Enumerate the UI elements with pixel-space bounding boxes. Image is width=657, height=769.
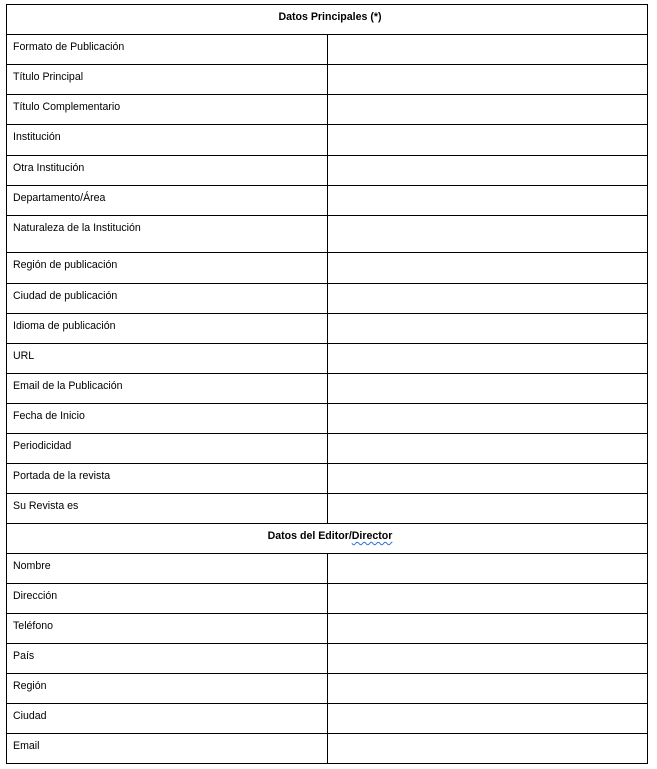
table-row [7,614,648,644]
field-value-input[interactable] [327,554,648,584]
table-row [7,156,648,186]
section-header-row-principal [7,5,648,35]
table-row [7,374,648,404]
table-row [7,253,648,284]
table-row [7,584,648,614]
field-label: Ciudad [7,704,328,734]
field-value-input[interactable] [327,584,648,614]
table-row [7,314,648,344]
table-row [7,35,648,65]
field-value-input[interactable] [327,156,648,186]
field-label: Naturaleza de la Institución [7,216,328,253]
field-value-input[interactable] [327,253,648,284]
table-row [7,125,648,156]
field-label: Teléfono [7,614,328,644]
table-row [7,95,648,125]
field-value-input[interactable] [327,284,648,314]
table-row [7,554,648,584]
section-title-editor-prefix: Datos del Editor/ [267,530,352,542]
table-row [7,644,648,674]
journal-data-table [6,4,648,764]
field-value-input[interactable] [327,404,648,434]
field-value-input[interactable] [327,644,648,674]
field-value-input[interactable] [327,494,648,524]
field-label: País [7,644,328,674]
field-value-input[interactable] [327,35,648,65]
field-value-input[interactable] [327,734,648,764]
field-label: Su Revista es [7,494,328,524]
field-label: URL [7,344,328,374]
section-title-editor [7,524,648,554]
field-value-input[interactable] [327,374,648,404]
table-row [7,216,648,253]
table-row [7,404,648,434]
field-value-input[interactable] [327,344,648,374]
field-label: Formato de Publicación [7,35,328,65]
table-row [7,65,648,95]
table-row [7,434,648,464]
field-label: Email de la Publicación [7,374,328,404]
table-row [7,464,648,494]
table-row [7,494,648,524]
field-label: Institución [7,125,328,156]
field-label: Título Complementario [7,95,328,125]
field-value-input[interactable] [327,674,648,704]
field-label: Email [7,734,328,764]
table-row [7,344,648,374]
field-value-input[interactable] [327,186,648,216]
field-label: Portada de la revista [7,464,328,494]
field-value-input[interactable] [327,125,648,156]
table-row [7,284,648,314]
table-row [7,186,648,216]
field-value-input[interactable] [327,434,648,464]
table-row [7,704,648,734]
field-label: Periodicidad [7,434,328,464]
field-label: Departamento/Área [7,186,328,216]
field-label: Región [7,674,328,704]
field-value-input[interactable] [327,216,648,253]
section-header-row-editor [7,524,648,554]
table-row [7,734,648,764]
field-label: Idioma de publicación [7,314,328,344]
section-title-principal: Datos Principales (*) [7,5,648,35]
field-value-input[interactable] [327,314,648,344]
field-label: Ciudad de publicación [7,284,328,314]
field-label: Dirección [7,584,328,614]
field-label: Otra Institución [7,156,328,186]
field-value-input[interactable] [327,464,648,494]
section-title-editor-underlined: Director [351,530,393,542]
field-label: Título Principal [7,65,328,95]
field-label: Región de publicación [7,253,328,284]
field-label: Fecha de Inicio [7,404,328,434]
field-value-input[interactable] [327,95,648,125]
table-row [7,674,648,704]
field-value-input[interactable] [327,704,648,734]
field-label: Nombre [7,554,328,584]
field-value-input[interactable] [327,614,648,644]
registration-form-sheet [6,4,648,764]
field-value-input[interactable] [327,65,648,95]
